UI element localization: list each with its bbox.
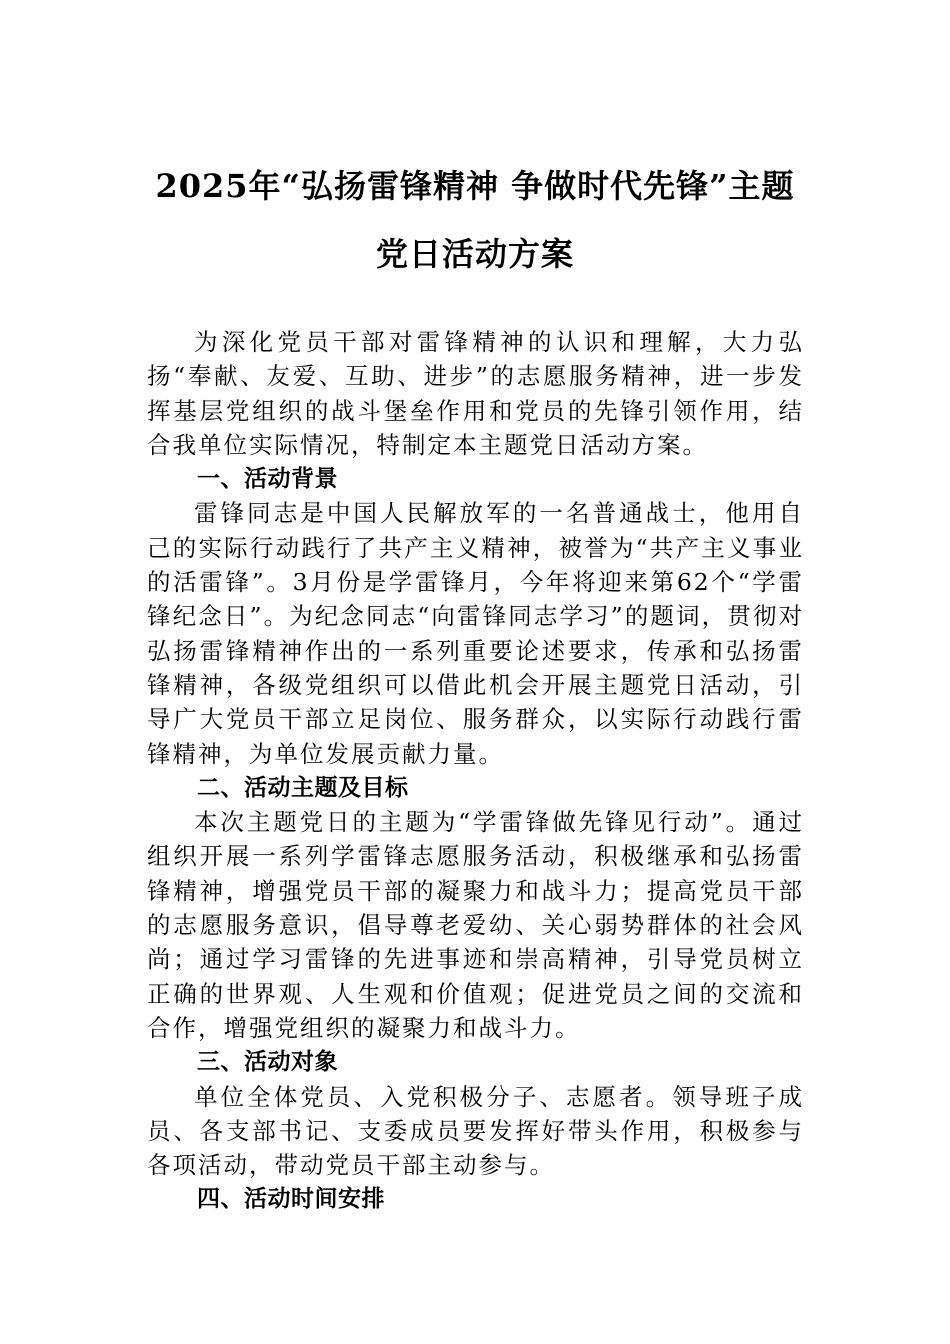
section-paragraph-participants: 单位全体党员、入党积极分子、志愿者。领导班子成员、各支部书记、支委成员要发挥好带头作用，积极参与各项活动，带动党员干部主动参与。 [147, 1082, 804, 1180]
section-heading-schedule: 四、活动时间安排 [197, 1186, 385, 1213]
section-heading-background: 一、活动背景 [197, 466, 338, 493]
section-heading-theme-goals: 二、活动主题及目标 [197, 774, 409, 801]
section-paragraph-background: 雷锋同志是中国人民解放军的一名普通战士，他用自己的实际行动践行了共产主义精神，被誉为“共产主义事业的活雷锋”。3月份是学雷锋月，今年将迎来第62个“学雷锋纪念日”。为纪念同志“向雷锋同志学习”的题词，贯彻对弘扬雷锋精神作出的一系列重要论述要求，传承和弘扬雷锋精神，各级党组织可以借此机会开展主题党日活动，引导广大党员干部立足岗位、服务群众，以实际行动践行雷锋精神，为单位发展贡献力量。 [147, 499, 804, 768]
section-paragraph-theme-goals: 本次主题党日的主题为“学雷锋做先锋见行动”。通过组织开展一系列学雷锋志愿服务活动，积极继承和弘扬雷锋精神，增强党员干部的凝聚力和战斗力；提高党员干部的志愿服务意识，倡导尊老爱幼、关心弱势群体的社会风尚；通过学习雷锋的先进事迹和崇高精神，引导党员树立正确的世界观、人生观和价值观；促进党员之间的交流和合作，增强党组织的凝聚力和战斗力。 [147, 808, 804, 1042]
document-title: 2025年“弘扬雷锋精神 争做时代先锋”主题党日活动方案 [155, 167, 795, 273]
section-heading-participants: 三、活动对象 [197, 1049, 338, 1076]
intro-paragraph: 为深化党员干部对雷锋精神的认识和理解，大力弘扬“奉献、友爱、互助、进步”的志愿服务精神，进一步发挥基层党组织的战斗堡垒作用和党员的先锋引领作用，结合我单位实际情况，特制定本主题党日活动方案。 [147, 328, 804, 459]
document-body [147, 325, 804, 1217]
